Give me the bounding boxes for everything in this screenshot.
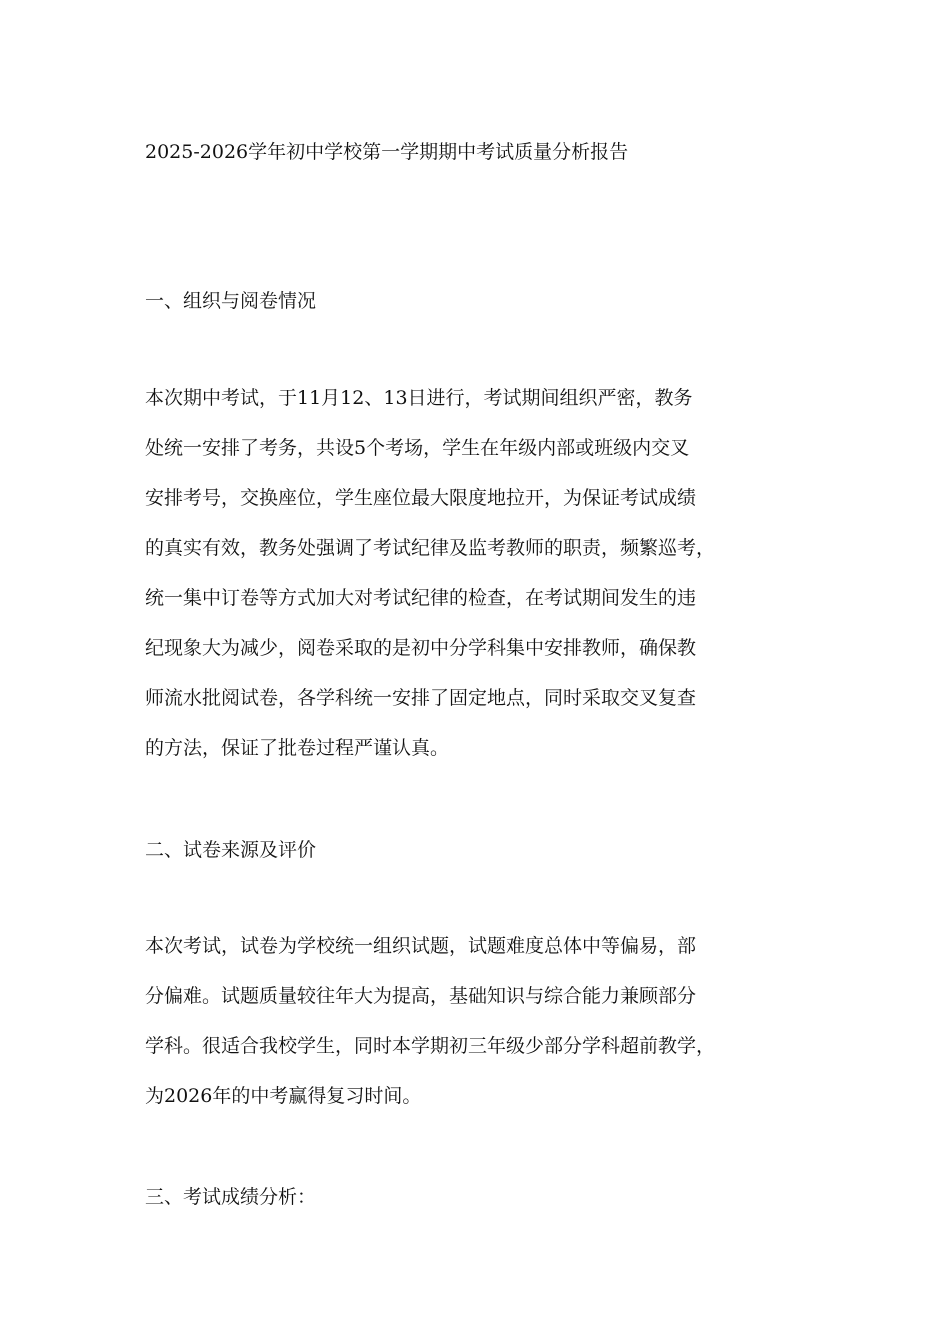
section-heading-paper-source: 二、试卷来源及评价 [145,839,317,861]
paragraph-line: 纪现象大为减少，阅卷采取的是初中分学科集中安排教师，确保教 [145,637,697,659]
paragraph-line: 分偏难。试题质量较往年大为提高，基础知识与综合能力兼顾部分 [145,985,697,1007]
paragraph-line: 师流水批阅试卷，各学科统一安排了固定地点，同时采取交叉复查 [145,687,697,709]
document-title: 2025-2026学年初中学校第一学期期中考试质量分析报告 [145,141,629,163]
section-paragraph-paper-source [145,932,835,1132]
paragraph-line: 本次期中考试，于11月12、13日进行，考试期间组织严密，教务 [145,387,693,409]
paragraph-line: 的真实有效，教务处强调了考试纪律及监考教师的职责，频繁巡考， [145,537,716,559]
paragraph-line: 处统一安排了考务，共设5个考场，学生在年级内部或班级内交叉 [145,437,690,459]
paragraph-line: 的方法，保证了批卷过程严谨认真。 [145,737,450,759]
paragraph-line: 为2026年的中考赢得复习时间。 [145,1085,422,1107]
paragraph-line: 统一集中订卷等方式加大对考试纪律的检查，在考试期间发生的违 [145,587,697,609]
paragraph-line: 学科。很适合我校学生，同时本学期初三年级少部分学科超前教学， [145,1035,716,1057]
section-heading-organization: 一、组织与阅卷情况 [145,290,317,312]
section-paragraph-organization [145,384,835,784]
paragraph-line: 安排考号，交换座位，学生座位最大限度地拉开，为保证考试成绩 [145,487,697,509]
paragraph-line: 本次考试，试卷为学校统一组织试题，试题难度总体中等偏易，部 [145,935,697,957]
section-heading-score-analysis: 三、考试成绩分析： [145,1186,317,1208]
